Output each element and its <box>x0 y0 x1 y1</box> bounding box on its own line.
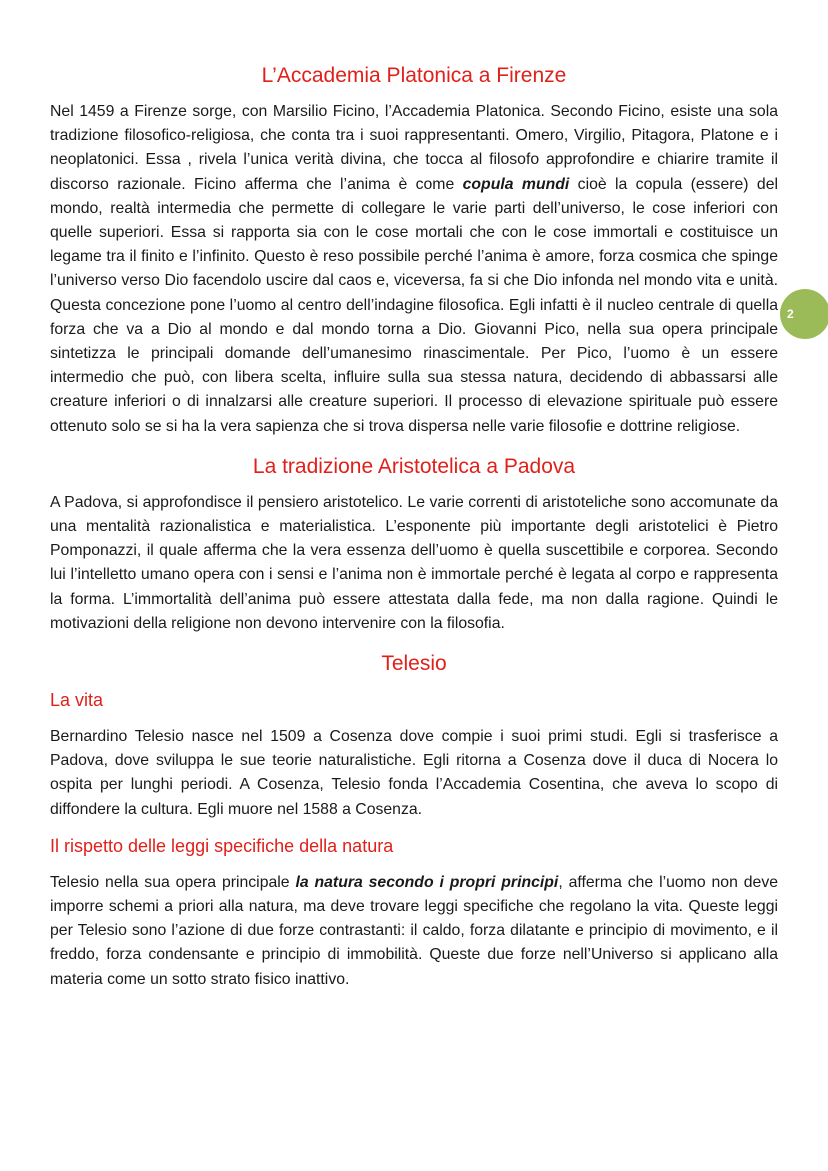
paragraph-vita: Bernardino Telesio nasce nel 1509 a Cosenza dove compie i suoi primi studi. Egli si trasferisce a Padova, dove sviluppa le sue teorie naturalistiche. Egli ritorna a Cosenza dove il duca di Nocera lo ospita per lunghi periodi. A Cosenza, Telesio fonda l’Accademia Cosentina, che aveva lo scopo di diffondere la cultura. Egli muore nel 1588 a Cosenza. <box>50 728 778 818</box>
paragraph-padova: A Padova, si approfondisce il pensiero aristotelico. Le varie correnti di aristoteliche sono accomunate da una mentalità razionalistica e materialistica. L’esponente più importante degli aristotelici è Pietro Pomponazzi, il quale afferma che la vera essenza dell’uomo è quella suscettibile e corporea. Secondo lui l’intelletto umano opera con i sensi e l’anima non è immortale perché è legata al corpo e rappresenta la forma. L’immortalità dell’anima può essere attestata dalla fede, ma non dalla ragione. Quindi le motivazioni della religione non devono intervenire con la filosofia. <box>50 493 778 632</box>
document-page <box>50 64 778 992</box>
paragraph-accademia-text-2: cioè la copula (essere) del mondo, realtà intermedia che permette di collegare le varie parti dell’universo, le cose inferiori con quelle superiori. Essa si rapporta sia con le cose mortali che con le cose immortali e costituisce un legame tra il finito e l’infinito. Questo è reso possibile perché l’anima è amore, forza cosmica che spinge l’universo verso Dio facendolo uscire dal caos e, viceversa, fa si che Dio infonda nel mondo vita e unità. Questa concezione pone l’uomo al centro dell’indagine filosofica. Egli infatti è il nucleo centrale di quella forza che va a Dio al mondo e dal mondo torna a Dio. Giovanni Pico, nella sua opera principale sintetizza le principali domande dell’umanesimo rinascimentale. Per Pico, l’uomo è un essere intermedio che può, con libera scelta, influire sulla sua stessa natura, decidendo di abbassarsi alle creature inferiori o di innalzarsi alle creature superiori. Il processo di elevazione spirituale può essere ottenuto solo se si ha la vera sapienza che si trova dispersa nelle varie filosofie e dottrine religiose. <box>50 175 778 435</box>
paragraph-accademia-text-1: Nel 1459 a Firenze sorge, con Marsilio Ficino, l’Accademia Platonica. Secondo Ficino, esiste una sola tradizione filosofico-religiosa, che conta tra i suoi rappresentanti. Omero, Virgilio, Pitagora, Platone e i neoplatonici. Essa , rivela l’unica verità divina, che tocca al filosofo approfondire e chiarire tramite il discorso razionale. Ficino afferma che l’anima è come <box>50 103 778 193</box>
copula-mundi-emphasis: copula mundi <box>462 175 570 193</box>
page-number: 2 <box>787 307 794 321</box>
section-title-accademia: L’Accademia Platonica a Firenze <box>261 64 567 87</box>
section-title-padova: La tradizione Aristotelica a Padova <box>252 454 576 478</box>
paragraph-leggi-text-2: , afferma che l’uomo non deve imporre schemi a priori alla natura, ma deve trovare leggi specifiche che regolano la vita. Queste leggi per Telesio sono l’azione di due forze contrastanti: il caldo, forza dilatante e principio di movimento, e il freddo, forza condensante e principio di immobilità. Queste due forze nell’Universo si applicano alla materia come un sotto strato fisico inattivo. <box>50 873 779 988</box>
page-number-badge <box>780 289 828 339</box>
section-title-telesio: Telesio <box>381 652 447 676</box>
opera-title-emphasis: la natura secondo i propri principi <box>295 873 559 891</box>
subsection-title-leggi: Il rispetto delle leggi specifiche della natura <box>50 835 394 856</box>
paragraph-leggi-text-1: Telesio nella sua opera principale <box>50 873 296 891</box>
paragraph-accademia <box>50 100 778 439</box>
paragraph-leggi <box>50 871 778 992</box>
subsection-title-vita: La vita <box>50 690 104 711</box>
